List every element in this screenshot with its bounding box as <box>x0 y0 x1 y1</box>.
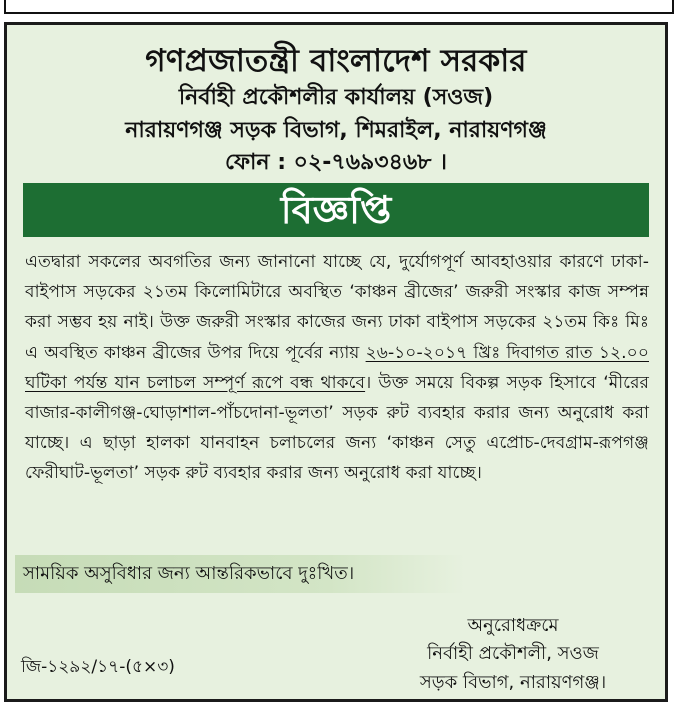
phone-number: ফোন : ০২-৭৬৯৩৪৬৮ । <box>225 150 447 175</box>
top-adjacent-ad-border <box>4 0 674 14</box>
reference-number: জি-১২৯২/১৭-(৫×৩) <box>21 657 175 677</box>
body-text-intro: এতদ্বারা সকলের অবগতির জন্য জানানো যাচ্ছে যে, দুর্যোগপূর্ণ আবহাওয়ার কারণে ঢাকা-বাইপাস সড়কের ২১তম কিলোমিটারে অবস্থিত ‘কাঞ্চন ব্রীজের’ জরুরী সংস্কার কাজ সম্পন্ন করা সম্ভব হয় নাই। উক্ত জরুরী সংস্কার কাজের জন্য ঢাকা বাইপাস সড়কের ২১তম কিঃ মিঃ এ অবস্থিত কাঞ্চন ব্রীজের উপর দিয়ে পূর্বের ন্যায় <box>25 252 649 363</box>
notice-body <box>25 247 649 489</box>
notice-title-banner: বিজ্ঞপ্তি <box>23 183 649 237</box>
division-address: নারায়ণগঞ্জ সড়ক বিভাগ, শিমরাইল, নারায়ণগঞ্জ <box>125 118 547 143</box>
signature-designation: নির্বাহী প্রকৌশলী, সওজ <box>427 643 599 664</box>
signature-division: সড়ক বিভাগ, নারায়ণগঞ্জ। <box>419 672 607 693</box>
government-heading: গণপ্রজাতন্ত্রী বাংলাদেশ সরকার <box>145 43 527 79</box>
notice-panel <box>4 22 668 702</box>
body-text-alternate-routes: । উক্ত সময়ে বিকল্প সড়ক হিসাবে ‘মীরের বাজার-কালীগঞ্জ-ঘোড়াশাল-পাঁচদোনা-ভূলতা’ সড়ক রুট ব্যবহার করার জন্য অনুরোধ করা যাচ্ছে। এ ছাড়া হালকা যানবাহন চলাচলের জন্য ‘কাঞ্চন সেতু এপ্রোচ-দেবগ্রাম-রূপগঞ্জ ফেরীঘাট-ভূলতা’ সড়ক রুট ব্যবহার করার জন্য অনুরোধ করা যাচ্ছে। <box>25 372 649 484</box>
office-heading: নির্বাহী প্রকৌশলীর কার্যালয় (সওজ) <box>178 85 494 110</box>
regret-note: সাময়িক অসুবিধার জন্য আন্তরিকভাবে দুঃখিত। <box>15 555 465 593</box>
body-text-closure-period: ২৬-১০-২০১৭ খ্রিঃ দিবাগত রাত ১২.০০ ঘটিকা পর্যন্ত যান চলাচল সম্পূর্ণ রূপে বন্ধ থাকবে <box>25 342 649 393</box>
signature-request: অনুরোধক্রমে <box>467 615 559 636</box>
notice-paragraph <box>25 247 649 489</box>
